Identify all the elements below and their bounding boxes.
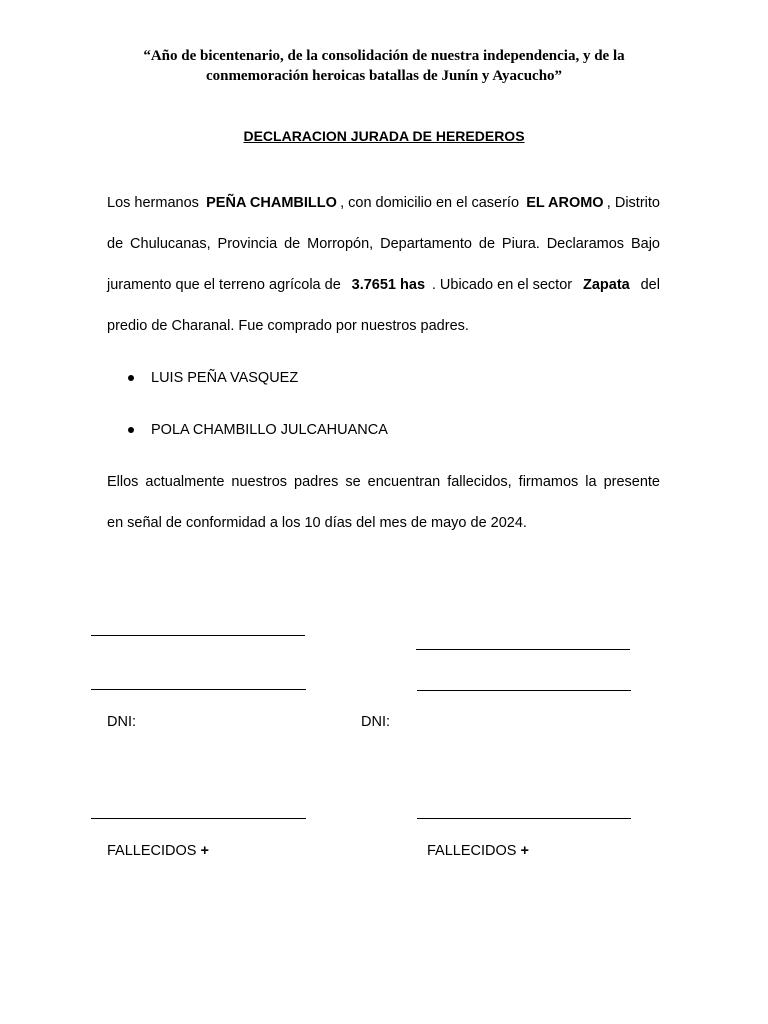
document-title: DECLARACION JURADA DE HEREDEROS [243, 128, 525, 144]
bullet-icon [128, 375, 134, 381]
land-area: 3.7651 has [351, 277, 426, 293]
parent-name: POLA CHAMBILLO JULCAHUANCA [151, 422, 388, 438]
deceased-mark: + [200, 843, 209, 859]
dni-label-left: DNI: [107, 714, 136, 730]
list-item [128, 368, 388, 420]
closing-paragraph [107, 472, 660, 554]
text-segment: . Ubicado en el sector [431, 277, 577, 293]
bullet-icon [128, 427, 134, 433]
signature-line [417, 818, 631, 819]
text-segment: predio de Charanal. Fue comprado por nuestros padres. [107, 318, 469, 334]
parent-name: LUIS PEÑA VASQUEZ [151, 370, 299, 386]
deceased-text: FALLECIDOS [427, 843, 517, 859]
text-segment: de Chulucanas, Provincia de Morropón, Departamento de Piura. Declaramos Bajo [107, 236, 660, 252]
sector-name: Zapata [582, 277, 630, 293]
header-motto [90, 46, 678, 86]
heirs-surname: PEÑA CHAMBILLO [206, 195, 337, 211]
list-item [128, 420, 388, 472]
text-segment: juramento que el terreno agrícola de [107, 277, 345, 293]
deceased-text: FALLECIDOS [107, 843, 197, 859]
text-segment: en señal de conformidad a los 10 días del mes de mayo de 2024. [107, 515, 527, 531]
dni-label-right: DNI: [361, 714, 390, 730]
paragraph-line [107, 472, 660, 513]
deceased-mark: + [520, 843, 529, 859]
hamlet-name: EL AROMO [526, 195, 604, 211]
deceased-label-left [107, 841, 209, 861]
signature-line [91, 635, 305, 636]
declaration-paragraph [107, 193, 660, 357]
deceased-label-right [427, 841, 529, 861]
signature-line [91, 818, 306, 819]
text-segment: del [636, 277, 660, 293]
paragraph-line [107, 193, 660, 234]
motto-line-1: “Año de bicentenario, de la consolidación de nuestra independencia, y de la [143, 48, 625, 64]
signature-line [91, 689, 306, 690]
motto-line-2: conmemoración heroicas batallas de Junín y Ayacucho” [205, 68, 563, 84]
text-segment: , con domicilio en el caserío [340, 195, 524, 211]
signature-line [417, 690, 631, 691]
parents-list [128, 368, 388, 472]
paragraph-line [107, 234, 660, 275]
signature-line [416, 649, 630, 650]
paragraph-line [107, 513, 660, 554]
paragraph-line [107, 316, 660, 357]
text-segment: Los hermanos [107, 195, 203, 211]
paragraph-line [107, 275, 660, 316]
text-segment: , Distrito [606, 195, 660, 211]
text-segment: Ellos actualmente nuestros padres se encuentran fallecidos, firmamos la presente [107, 474, 660, 490]
